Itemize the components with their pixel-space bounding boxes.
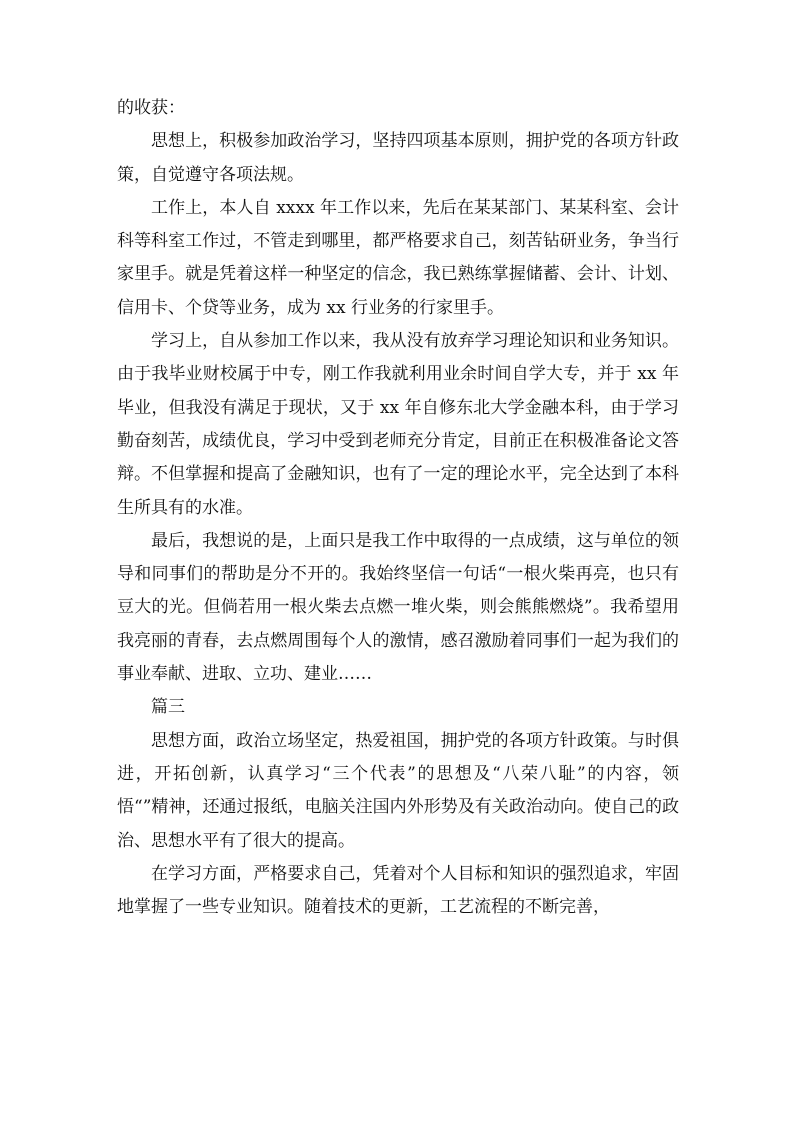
paragraph-6: 思想方面，政治立场坚定，热爱祖国，拥护党的各项方针政策。与时俱进，开拓创新，认真学习“三个代表”的思想及“八荣八耻”的内容，领悟“”精神，还通过报纸，电脑关注国内外形势及有关政治动向。使自己的政治、思想水平有了很大的提高。 [117,730,679,851]
paragraph-1: 的收获： [117,98,185,118]
paragraph-3: 工作上，本人自 xxxx 年工作以来，先后在某某部门、某某科室、会计科等科室工作过，不管走到哪里，都严格要求自己，刻苦钻研业务，争当行家里手。就是凭着这样一种坚定的信念，我已熟练掌握储蓄、会计、计划、信用卡、个贷等业务，成为 xx 行业务的行家里手。 [117,197,679,318]
paragraph-2: 思想上，积极参加政治学习，坚持四项基本原则，拥护党的各项方针政策，自觉遵守各项法规。 [117,131,679,185]
paragraph-7: 在学习方面，严格要求自己，凭着对个人目标和知识的强烈追求，牢固地掌握了一些专业知识。随着技术的更新，工艺流程的不断完善， [117,863,679,918]
section-heading: 篇三 [151,697,185,718]
paragraph-5: 最后，我想说的是，上面只是我工作中取得的一点成绩，这与单位的领导和同事们的帮助是分不开的。我始终坚信一句话“一根火柴再亮，也只有豆大的光。但倘若用一根火柴去点燃一堆火柴，则会熊熊燃烧”。我希望用我亮丽的青春，去点燃周围每个人的激情，感召激励着同事们一起为我们的事业奉献、进取、立功、建业…… [117,530,679,685]
document-body [117,92,679,924]
paragraph-4: 学习上，自从参加工作以来，我从没有放弃学习理论知识和业务知识。由于我毕业财校属于中专，刚工作我就利用业余时间自学大专，并于 xx 年毕业，但我没有满足于现状，又于 xx 年自修东北大学金融本科，由于学习勤奋刻苦，成绩优良，学习中受到老师充分肯定，目前正在积极准备论文答辩。不但掌握和提高了金融知识，也有了一定的理论水平，完全达到了本科生所具有的水准。 [117,331,679,518]
